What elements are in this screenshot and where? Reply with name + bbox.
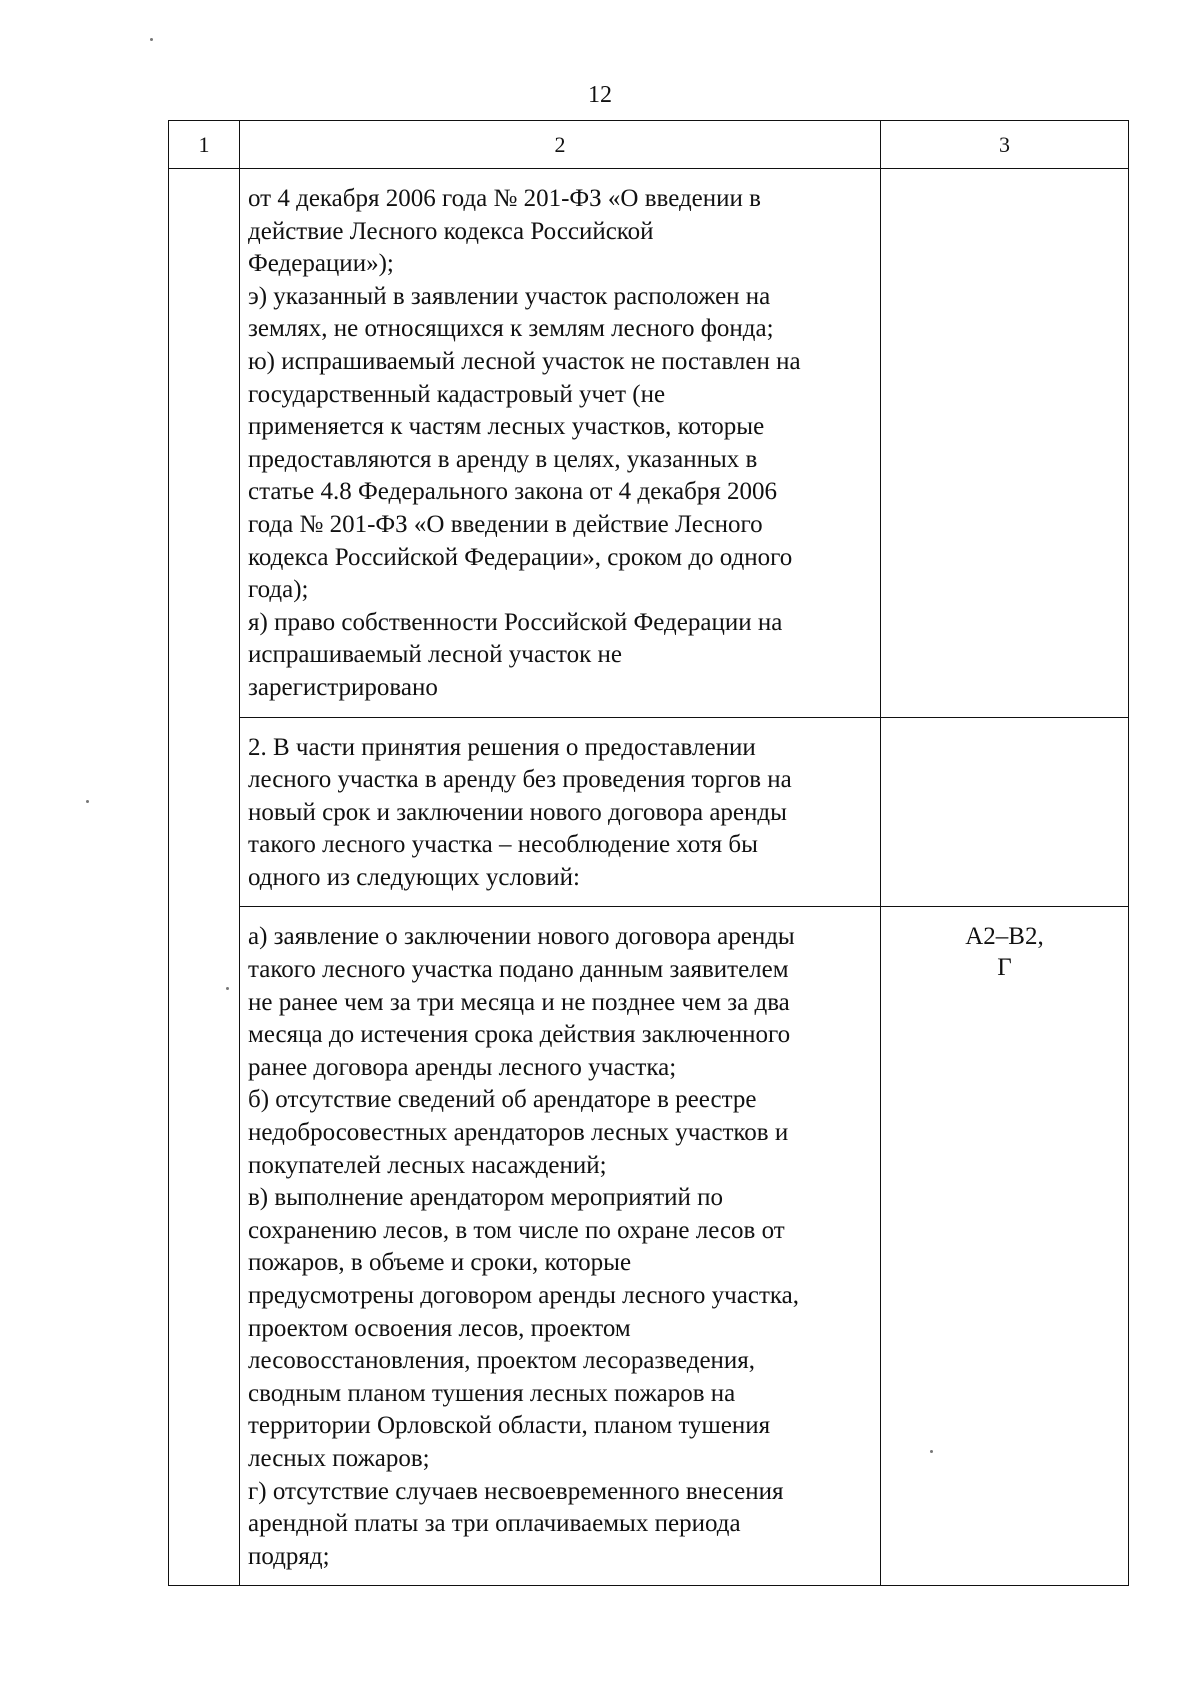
text-line: месяца до истечения срока действия заключенного [248,1021,791,1049]
row-1-col-1 [169,169,240,1586]
text-line: в) выполнение арендатором мероприятий по [248,1184,723,1212]
text-line: А2–В2, [965,923,1044,951]
row-1-text [240,169,881,718]
text-line: Федерации»); [248,250,394,278]
text-line: ю) испрашиваемый лесной участок не поставлен на [248,347,801,375]
text-line: недобросовестных арендаторов лесных участков и [248,1119,789,1147]
table-body [169,169,1129,1586]
text-line: применяется к частям лесных участков, которые [248,413,765,441]
text-line: года); [248,576,309,604]
header-row [169,121,1129,169]
text-line: территории Орловской области, планом тушения [248,1412,771,1440]
requirements-table [168,120,1129,1586]
text-line: сводным планом тушения лесных пожаров на [248,1379,736,1407]
text-line: б) отсутствие сведений об арендаторе в реестре [248,1086,757,1114]
page-number: 12 [588,82,612,108]
row-2-codes [881,717,1129,907]
table-header [169,121,1129,169]
text-line: г) отсутствие случаев несвоевременного внесения [248,1477,784,1505]
text-line: предоставляются в аренду в целях, указанных в [248,445,758,473]
text-line: такого лесного участка – несоблюдение хотя бы [248,831,758,859]
header-col-2: 2 [240,121,881,169]
text-line: статье 4.8 Федерального закона от 4 декабря 2006 [248,478,778,506]
text-line: сохранению лесов, в том числе по охране лесов от [248,1216,785,1244]
scan-speck [150,38,153,41]
text-line: лесного участка в аренду без проведения торгов на [248,766,792,794]
text-line: ранее договора аренды лесного участка; [248,1053,677,1081]
text-line: землях, не относящихся к землям лесного фонда; [248,315,774,343]
text-line: я) право собственности Российской Федерации на [248,608,783,636]
text-line: лесных пожаров; [248,1444,430,1472]
text-line: покупателей лесных насаждений; [248,1151,607,1179]
text-line: предусмотрены договором аренды лесного участка, [248,1282,799,1309]
scan-speck [930,1450,933,1453]
text-line: пожаров, в объеме и сроки, которые [248,1249,632,1277]
table-row [169,907,1129,1586]
text-line: испрашиваемый лесной участок не [248,641,623,669]
text-line: проектом освоения лесов, проектом [248,1314,631,1342]
text-line: подряд; [248,1542,330,1570]
text-line: арендной платы за три оплачиваемых периода [248,1510,741,1538]
text-line: кодекса Российской Федерации», сроком до одного [248,543,793,571]
text-line: а) заявление о заключении нового договора аренды [248,923,795,951]
scan-speck [86,800,89,803]
text-line: от 4 декабря 2006 года № 201-ФЗ «О введении в [248,185,761,212]
text-line: э) указанный в заявлении участок расположен на [248,282,771,310]
text-line: лесовосстановления, проектом лесоразведения, [248,1347,756,1375]
row-3-text [240,907,881,1586]
text-line: государственный кадастровый учет (не [248,380,666,408]
header-col-1: 1 [169,121,240,169]
text-line: действие Лесного кодекса Российской [248,217,654,245]
row-2-text [240,717,881,907]
table-row [169,169,1129,718]
text-line: Г [997,954,1012,982]
text-line: 2. В части принятия решения о предоставлении [248,733,756,761]
text-line: такого лесного участка подано данным заявителем [248,956,789,984]
scan-speck [226,987,229,990]
text-line: не ранее чем за три месяца и не позднее чем за два [248,988,790,1016]
table-row [169,717,1129,907]
text-line: года № 201-ФЗ «О введении в действие Лесного [248,510,763,538]
text-line: новый срок и заключении нового договора аренды [248,798,787,826]
text-line: одного из следующих условий: [248,863,580,891]
row-1-codes [881,169,1129,718]
row-3-codes [881,907,1129,1586]
text-line: зарегистрировано [248,673,438,701]
header-col-3: 3 [881,121,1129,169]
